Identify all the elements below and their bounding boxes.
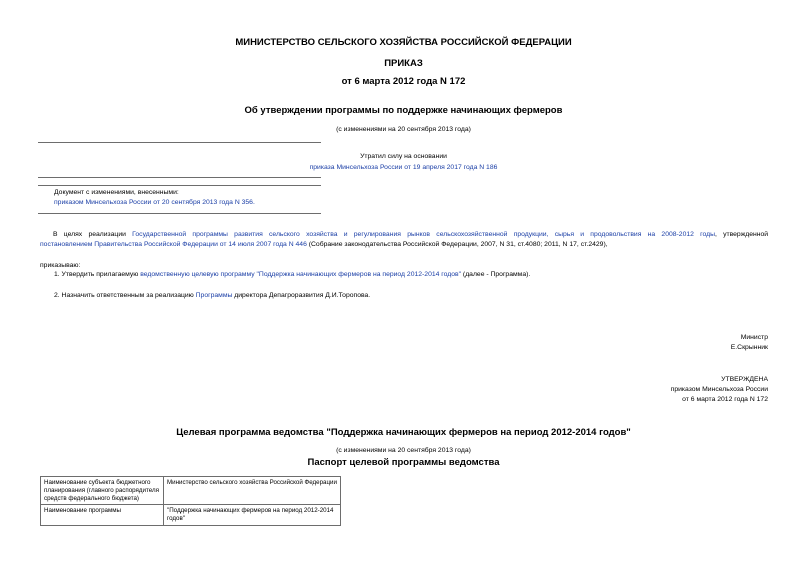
approved-by: приказом Минсельхоза России [670,386,768,393]
preamble-line-2 [40,240,768,250]
status-text: Утратил силу на основании [360,153,447,160]
program-title: Целевая программа ведомства "Поддержка начинающих фермеров на период 2012-2014 годов" [176,427,631,438]
item-text: (далее - Программа). [461,271,531,278]
item-text: 2. Назначить ответственным за реализацию [54,292,196,299]
program-amendment-note: (с изменениями на 20 сентября 2013 года) [336,447,471,454]
ministry-heading: МИНИСТЕРСТВО СЕЛЬСКОГО ХОЗЯЙСТВА РОССИЙСКОЙ ФЕДЕРАЦИИ [235,37,572,48]
preamble-word: реализации [88,231,126,238]
divider [38,177,321,178]
order-item-1 [54,271,768,278]
changes-text: Документ с изменениями, внесенными: [54,189,179,196]
approved-date: от 6 марта 2012 года N 172 [682,396,768,403]
passport-value: "Поддержка начинающих фермеров на период 2012-2014 годов" [164,505,341,526]
approved-label: УТВЕРЖДЕНА [721,376,768,383]
table-row [41,505,341,526]
passport-label: Наименование субъекта бюджетного планирования (главного распорядителя средств федерального бюджета) [41,477,164,505]
signature-name: Е.Скрынник [730,344,768,351]
amending-order-link[interactable]: приказом Минсельхоза России от 20 сентября 2013 года N 356. [54,199,255,206]
divider [38,213,321,214]
item-text: 1. Утвердить прилагаемую [54,271,141,278]
divider [38,185,321,186]
divider [38,142,321,143]
government-decree-link[interactable]: постановлением Правительства Российской Федерации от 14 июля 2007 года N 446 [40,240,307,248]
preamble-text: (Собрание законодательства Российской Федерации, 2007, N 31, ст.4080; 2011, N 17, ст.2429), [306,240,608,248]
preamble-word: В [53,231,58,238]
preamble-word: утвержденной [723,231,769,238]
preamble-line-1 [40,230,768,240]
table-row [41,477,341,505]
doc-type-heading: ПРИКАЗ [384,58,423,69]
item-text: директора Депагроразвития Д.И.Торопова. [232,292,371,299]
passport-value: Министерство сельского хозяйства Российской Федерации [164,477,341,505]
preamble-word: целях [63,231,83,238]
state-program-link[interactable]: Государственной программы развития сельского хозяйства и регулирования рынков сельскохозяйственной продукции, сырья и продовольствия на 2008-2012 годы [132,231,715,238]
order-word: приказываю: [40,262,81,269]
order-item-2 [54,292,768,299]
preamble-word: , [714,231,717,238]
program-ref-link[interactable]: Программы [195,292,233,299]
passport-title: Паспорт целевой программы ведомства [307,457,500,468]
program-link[interactable]: ведомственную целевую программу "Поддержка начинающих фермеров на период 2012-2014 годов" [140,271,462,278]
signature-title: Министр [740,334,768,341]
passport-label: Наименование программы [41,505,164,526]
doc-date-heading: от 6 марта 2012 года N 172 [341,76,466,87]
amendment-note: (с изменениями на 20 сентября 2013 года) [336,126,471,133]
repeal-order-link[interactable]: приказа Минсельхоза России от 19 апреля 2017 года N 186 [309,164,498,171]
doc-subject-heading: Об утверждении программы по поддержке начинающих фермеров [244,105,563,116]
preamble-paragraph [40,230,768,249]
passport-table [40,476,341,526]
